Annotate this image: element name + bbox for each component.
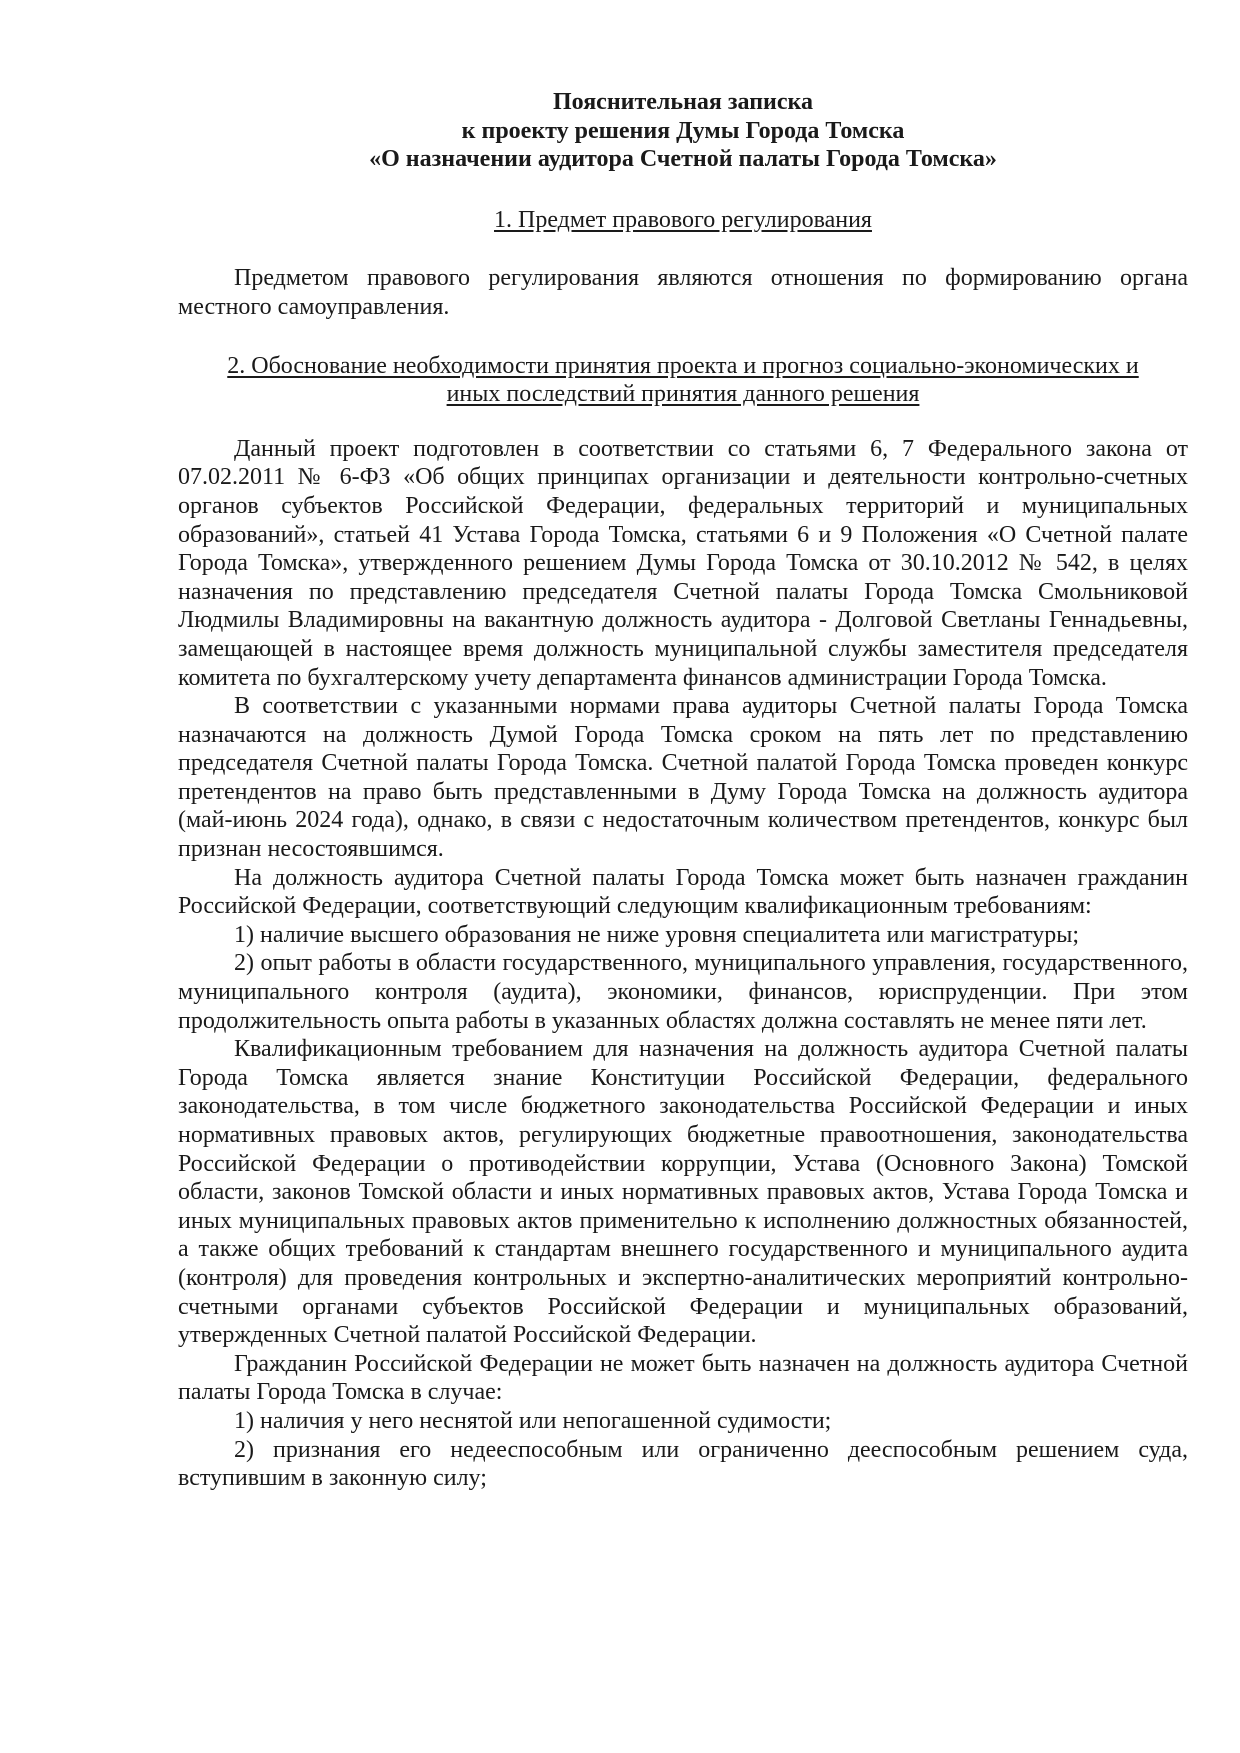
paragraph: Предметом правового регулирования являются отношения по формированию органа местного самоуправления. <box>178 265 1188 320</box>
paragraph: Квалификационным требованием для назначения на должность аудитора Счетной палаты Города Томска является знание Конституции Российской Федерации, федерального законодательства, в том числе бюджетного законодательства Российской Федерации и иных нормативных правовых актов, регулирующих бюджетные правоотношения, законодательства Российской Федерации о противодействии коррупции, Устава (Основного Закона) Томской области, законов Томской области и иных нормативных правовых актов, Устава Города Томска и иных муниципальных правовых актов применительно к исполнению должностных обязанностей, а также общих требований к стандартам внешнего государственного и муниципального аудита (контроля) для проведения контрольных и экспертно-аналитических мероприятий контрольно-счетными органами субъектов Российской Федерации и муниципальных образований, утвержденных Счетной палатой Российской Федерации. <box>178 1036 1188 1349</box>
title-line: к проекту решения Думы Города Томска <box>461 117 905 144</box>
paragraph: Данный проект подготовлен в соответствии со статьями 6, 7 Федерального закона от 07.02.2011 № 6-ФЗ «Об общих принципах организации и деятельности контрольно-счетных органов субъектов Российской Федерации, федеральных территорий и муниципальных образований», статьей 41 Устава Города Томска, статьями 6 и 9 Положения «О Счетной палате Города Томска», утвержденного решением Думы Города Томска от 30.10.2012 № 542, в целях назначения по представлению председателя Счетной палаты Города Томска Смольниковой Людмилы Владимировны на вакантную должность аудитора - Долговой Светланы Геннадьевны, замещающей в настоящее время должность муниципальной службы заместителя председателя комитета по бухгалтерскому учету департамента финансов администрации Города Томска. <box>178 435 1188 691</box>
paragraph: На должность аудитора Счетной палаты Города Томска может быть назначен гражданин Российской Федерации, соответствующий следующим квалификационным требованиям: <box>178 864 1188 920</box>
list-item: 1) наличие высшего образования не ниже уровня специалитета или магистратуры; <box>234 921 1080 948</box>
list-item: 2) признания его недееспособным или ограниченно дееспособным решением суда, вступившим в законную силу; <box>178 1436 1188 1492</box>
title-line: Пояснительная записка <box>552 89 813 115</box>
document-title <box>178 88 1188 174</box>
section-1-heading: 1. Предмет правового регулирования <box>494 206 872 233</box>
title-line: «О назначении аудитора Счетной палаты Города Томска» <box>369 146 997 173</box>
section-2-heading <box>178 352 1188 409</box>
heading-line: 2. Обоснование необходимости принятия проекта и прогноз социально-экономических и <box>227 352 1139 379</box>
list-item: 1) наличия у него неснятой или непогашенной судимости; <box>234 1407 832 1434</box>
paragraph: Гражданин Российской Федерации не может быть назначен на должность аудитора Счетной палаты Города Томска в случае: <box>178 1350 1188 1406</box>
list-item: 2) опыт работы в области государственного, муниципального управления, государственного, муниципального контроля (аудита), экономики, финансов, юриспруденции. При этом продолжительность опыта работы в указанных областях должна составлять не менее пяти лет. <box>178 950 1188 1034</box>
heading-line: иных последствий принятия данного решения <box>446 381 920 408</box>
paragraph: В соответствии с указанными нормами права аудиторы Счетной палаты Города Томска назначаются на должность Думой Города Томска сроком на пять лет по представлению председателя Счетной палаты Города Томска. Счетной палатой Города Томска проведен конкурс претендентов на право быть представленными в Думу Города Томска на должность аудитора (май-июнь 2024 года), однако, в связи с недостаточным количеством претендентов, конкурс был признан несостоявшимся. <box>178 693 1188 863</box>
document-page <box>178 88 1188 1493</box>
